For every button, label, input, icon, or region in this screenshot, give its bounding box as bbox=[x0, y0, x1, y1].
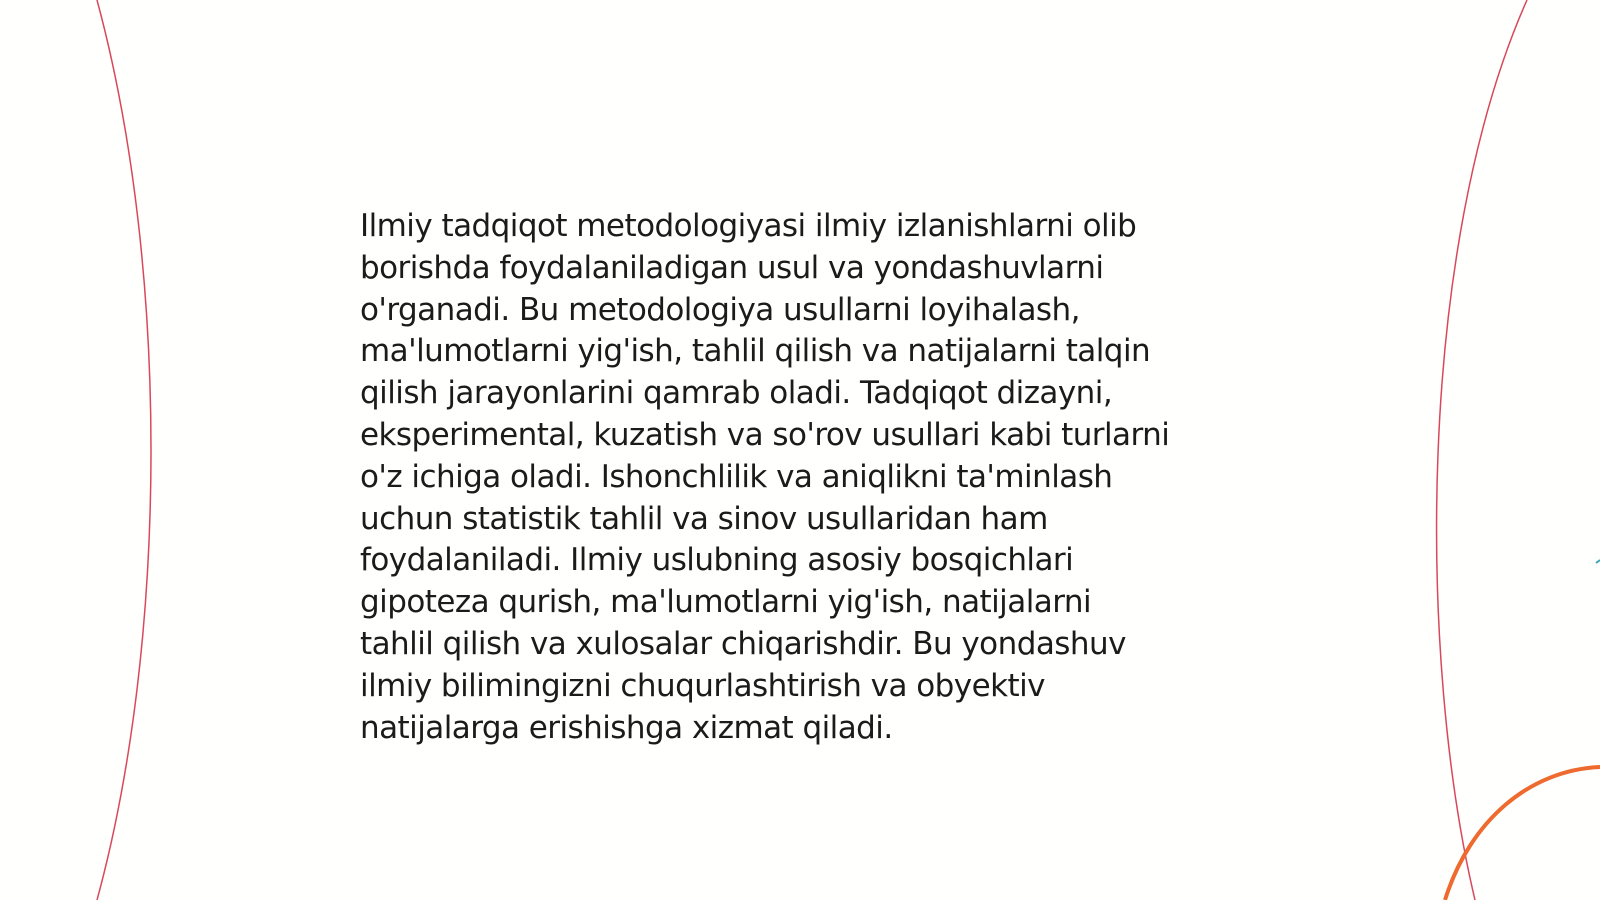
orange-arc-decoration bbox=[1445, 767, 1600, 900]
right-curve-decoration bbox=[1437, 0, 1527, 900]
teal-tick-decoration bbox=[1596, 560, 1600, 563]
left-curve-decoration bbox=[97, 0, 151, 900]
slide-body-text: Ilmiy tadqiqot metodologiyasi ilmiy izlanishlarni olib borishda foydalaniladigan usul va yondashuvlarni o'rganadi. Bu metodologiya usullarni loyihalash, ma'lumotlarni yig'ish, tahlil qilish va natijalarni talqin qilish jarayonlarini qamrab oladi. Tadqiqot dizayni, eksperimental, kuzatish va so'rov usullari kabi turlarni o'z ichiga oladi. Ishonchlilik va aniqlikni ta'minlash uchun statistik tahlil va sinov usullaridan ham foydalaniladi. Ilmiy uslubning asosiy bosqichlari gipoteza qurish, ma'lumotlarni yig'ish, natijalarni tahlil qilish va xulosalar chiqarishdir. Bu yondashuv ilmiy bilimingizni chuqurlashtirish va obyektiv natijalarga erishishga xizmat qiladi. bbox=[360, 208, 1170, 746]
